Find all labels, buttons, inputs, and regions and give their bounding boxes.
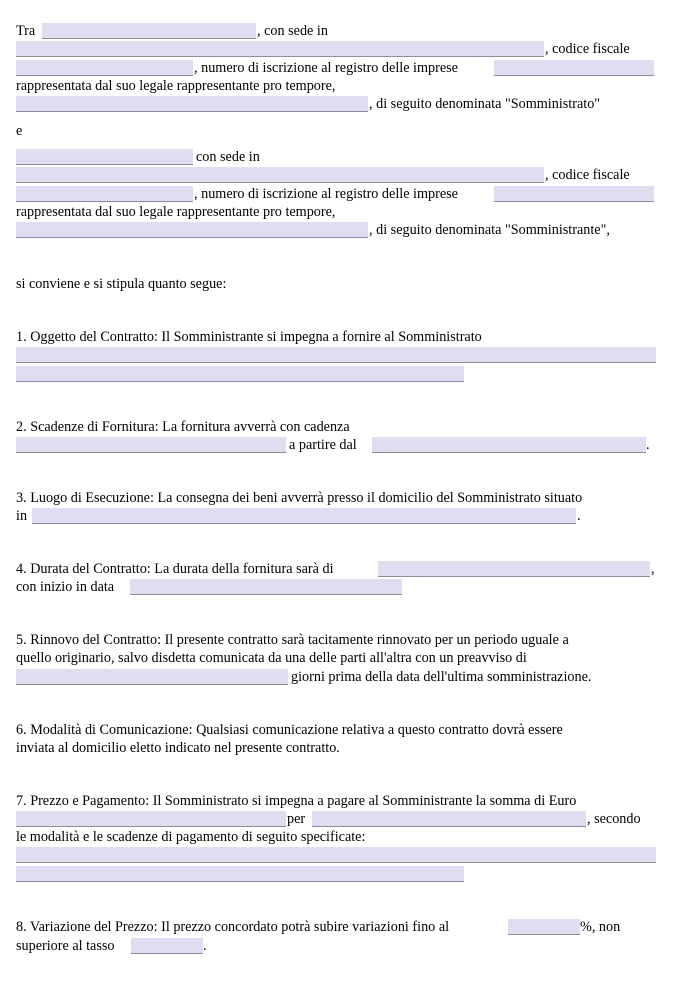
clause1-object-field-2[interactable] <box>16 366 464 382</box>
clause3-text: 3. Luogo di Esecuzione: La consegna dei beni avverrà presso il domicilio del Somministrato situato <box>16 490 583 506</box>
clause1-object-field-1[interactable] <box>16 347 656 363</box>
party2-address-field[interactable] <box>16 167 544 183</box>
clause6-line2: inviata al domicilio eletto indicato nel presente contratto. <box>16 740 340 756</box>
party2-representative-field[interactable] <box>16 222 368 238</box>
party2-name-field[interactable] <box>16 149 193 165</box>
clause2-cadenza-field[interactable] <box>16 437 286 453</box>
party1-codice-fiscale-field[interactable] <box>16 60 193 76</box>
party2-denominata-label: , di seguito denominata "Somministrante", <box>369 222 610 238</box>
clause4-text: 4. Durata del Contratto: La durata della fornitura sarà di <box>16 561 334 577</box>
party2-iscrizione-label: , numero di iscrizione al registro delle imprese <box>194 186 458 202</box>
clause2-end: . <box>646 437 650 453</box>
clause7-per-field[interactable] <box>312 811 586 827</box>
clause2-text: 2. Scadenze di Fornitura: La fornitura avverrà con cadenza <box>16 419 350 435</box>
clause8-rate-field[interactable] <box>131 938 203 954</box>
party1-representative-field[interactable] <box>16 96 368 112</box>
party1-codice-fiscale-label: , codice fiscale <box>545 41 630 57</box>
clause1-text: 1. Oggetto del Contratto: Il Somministrante si impegna a fornire al Somministrato <box>16 329 482 345</box>
clause3-in-label: in <box>16 508 28 524</box>
clause8-line2: superiore al tasso <box>16 938 115 954</box>
party1-iscrizione-label: , numero di iscrizione al registro delle imprese <box>194 60 458 76</box>
clause5-line2: quello originario, salvo disdetta comunicata da una delle parti all'altra con un preavviso di <box>16 650 527 666</box>
clause7-secondo-label: , secondo <box>587 811 641 827</box>
connector-e: e <box>16 123 23 139</box>
party2-rappresentata-label: rappresentata dal suo legale rappresentante pro tempore, <box>16 204 336 220</box>
clause7-terms-field-1[interactable] <box>16 847 656 863</box>
clause4-start-date-field[interactable] <box>130 579 402 595</box>
party2-iscrizione-field[interactable] <box>494 186 654 202</box>
party1-address-field[interactable] <box>16 41 544 57</box>
party2-codice-fiscale-field[interactable] <box>16 186 193 202</box>
clause8-percent-field[interactable] <box>508 919 580 935</box>
party2-con-sede-label: con sede in <box>196 149 260 165</box>
clause3-location-field[interactable] <box>32 508 576 524</box>
clause2-date-field[interactable] <box>372 437 646 453</box>
party1-rappresentata-label: rappresentata dal suo legale rappresentante pro tempore, <box>16 78 336 94</box>
party1-tra-label: Tra <box>16 23 36 39</box>
party1-con-sede-label: , con sede in <box>257 23 328 39</box>
intro-text: si conviene e si stipula quanto segue: <box>16 276 227 292</box>
clause7-terms-field-2[interactable] <box>16 866 464 882</box>
clause7-amount-field[interactable] <box>16 811 286 827</box>
clause5-giorni-label: giorni prima della data dell'ultima somministrazione. <box>291 669 592 685</box>
party1-denominata-label: , di seguito denominata "Somministrato" <box>369 96 601 112</box>
clause4-comma: , <box>651 561 655 577</box>
clause8-percent-label: %, non <box>580 919 621 935</box>
party2-codice-fiscale-label: , codice fiscale <box>545 167 630 183</box>
clause4-inizio-label: con inizio in data <box>16 579 115 595</box>
clause2-a-partire-label: a partire dal <box>289 437 357 453</box>
party1-name-field[interactable] <box>42 23 256 39</box>
clause5-line1: 5. Rinnovo del Contratto: Il presente contratto sarà tacitamente rinnovato per un periodo uguale a <box>16 632 569 648</box>
clause5-preavviso-field[interactable] <box>16 669 288 685</box>
clause6-line1: 6. Modalità di Comunicazione: Qualsiasi comunicazione relativa a questo contratto dovrà essere <box>16 722 563 738</box>
clause7-line1: 7. Prezzo e Pagamento: Il Somministrato si impegna a pagare al Somministrante la somma di Euro <box>16 793 577 809</box>
clause7-line3: le modalità e le scadenze di pagamento di seguito specificate: <box>16 829 366 845</box>
clause3-end: . <box>577 508 581 524</box>
party1-iscrizione-field[interactable] <box>494 60 654 76</box>
clause8-line1: 8. Variazione del Prezzo: Il prezzo concordato potrà subire variazioni fino al <box>16 919 450 935</box>
clause7-per-label: per <box>287 811 306 827</box>
clause4-duration-field[interactable] <box>378 561 650 577</box>
clause8-end: . <box>203 938 207 954</box>
